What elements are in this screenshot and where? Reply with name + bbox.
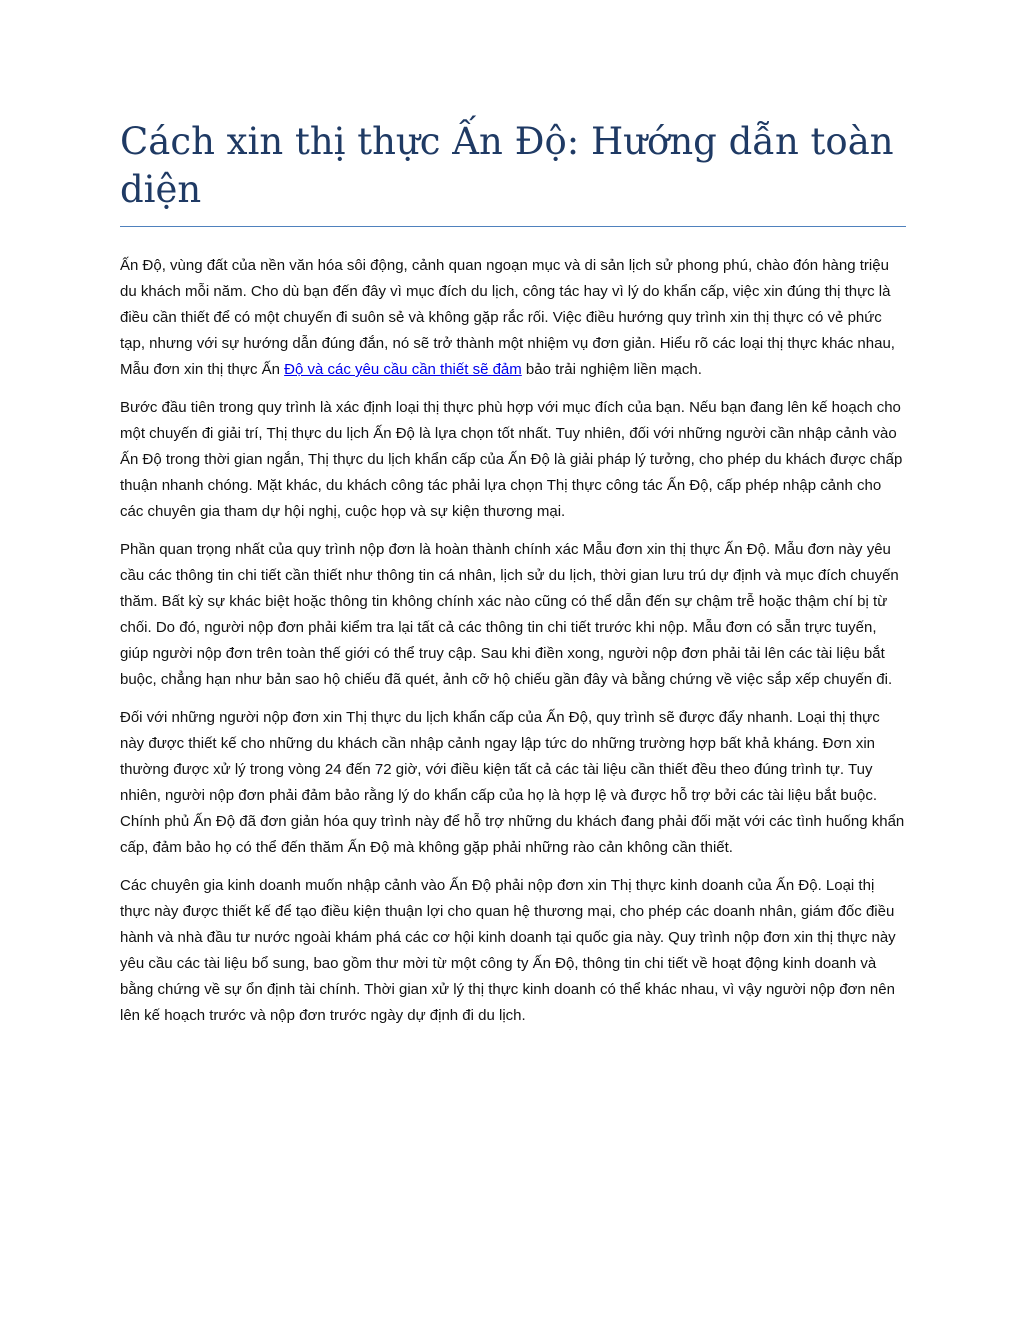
- paragraph-intro-text-after: bảo trải nghiệm liền mạch.: [521, 361, 702, 378]
- paragraph-intro-text-before: Ấn Độ, vùng đất của nền văn hóa sôi động, cảnh quan ngoạn mục và di sản lịch sử phong phú, chào đón hàng triệu du khách mỗi năm. Cho dù bạn đến đây vì mục đích du lịch, công tác hay vì lý do khẩn cấp, việc xin đúng thị thực là điều cần thiết để có một chuyến đi suôn sẻ và không gặp rắc rối. Việc điều hướng quy trình xin thị thực có vẻ phức tạp, nhưng với sự hướng dẫn đúng đắn, nó sẽ trở thành một nhiệm vụ đơn giản. Hiểu rõ các loại thị thực khác nhau, Mẫu đơn xin thị thực Ấn: [120, 257, 895, 378]
- visa-requirements-link[interactable]: Độ và các yêu cầu cần thiết sẽ đảm: [284, 361, 522, 378]
- paragraph-application-form: Phần quan trọng nhất của quy trình nộp đơn là hoàn thành chính xác Mẫu đơn xin thị thực Ấn Độ. Mẫu đơn này yêu cầu các thông tin chi tiết cần thiết như thông tin cá nhân, lịch sử du lịch, thời gian lưu trú dự định và mục đích chuyến thăm. Bất kỳ sự khác biệt hoặc thông tin không chính xác nào cũng có thể dẫn đến sự chậm trễ hoặc thậm chí bị từ chối. Do đó, người nộp đơn phải kiểm tra lại tất cả các thông tin chi tiết trước khi nộp. Mẫu đơn có sẵn trực tuyến, giúp người nộp đơn trên toàn thế giới có thể truy cập. Sau khi điền xong, người nộp đơn phải tải lên các tài liệu bắt buộc, chẳng hạn như bản sao hộ chiếu đã quét, ảnh cỡ hộ chiếu gần đây và bằng chứng về việc sắp xếp chuyến đi.: [120, 541, 899, 688]
- document-body: [120, 253, 906, 1029]
- document-title: Cách xin thị thực Ấn Độ: Hướng dẫn toàn diện: [120, 118, 906, 227]
- document-page: [120, 118, 906, 1041]
- paragraph-business-visa: Các chuyên gia kinh doanh muốn nhập cảnh vào Ấn Độ phải nộp đơn xin Thị thực kinh doanh của Ấn Độ. Loại thị thực này được thiết kế để tạo điều kiện thuận lợi cho quan hệ thương mại, cho phép các doanh nhân, giám đốc điều hành và nhà đầu tư nước ngoài khám phá các cơ hội kinh doanh tại quốc gia này. Quy trình nộp đơn xin thị thực này yêu cầu các tài liệu bổ sung, bao gồm thư mời từ một công ty Ấn Độ, thông tin chi tiết về hoạt động kinh doanh và bằng chứng về sự ổn định tài chính. Thời gian xử lý thị thực kinh doanh có thể khác nhau, vì vậy người nộp đơn nên lên kế hoạch trước và nộp đơn trước ngày dự định đi du lịch.: [120, 877, 896, 1024]
- paragraph-intro: [120, 253, 906, 383]
- paragraph-visa-types: Bước đầu tiên trong quy trình là xác định loại thị thực phù hợp với mục đích của bạn. Nếu bạn đang lên kế hoạch cho một chuyến đi giải trí, Thị thực du lịch Ấn Độ là lựa chọn tốt nhất. Tuy nhiên, đối với những người cần nhập cảnh vào Ấn Độ trong thời gian ngắn, Thị thực du lịch khẩn cấp của Ấn Độ là giải pháp lý tưởng, cho phép du khách được chấp thuận nhanh chóng. Mặt khác, du khách công tác phải lựa chọn Thị thực công tác Ấn Độ, cấp phép nhập cảnh cho các chuyên gia tham dự hội nghị, cuộc họp và sự kiện thương mại.: [120, 399, 903, 520]
- paragraph-emergency-visa: Đối với những người nộp đơn xin Thị thực du lịch khẩn cấp của Ấn Độ, quy trình sẽ được đẩy nhanh. Loại thị thực này được thiết kế cho những du khách cần nhập cảnh ngay lập tức do những trường hợp bất khả kháng. Đơn xin thường được xử lý trong vòng 24 đến 72 giờ, với điều kiện tất cả các tài liệu cần thiết đều theo đúng trình tự. Tuy nhiên, người nộp đơn phải đảm bảo rằng lý do khẩn cấp của họ là hợp lệ và được hỗ trợ bởi các tài liệu bắt buộc. Chính phủ Ấn Độ đã đơn giản hóa quy trình này để hỗ trợ những du khách đang phải đối mặt với các tình huống khẩn cấp, đảm bảo họ có thể đến thăm Ấn Độ mà không gặp phải những rào cản không cần thiết.: [120, 709, 905, 856]
